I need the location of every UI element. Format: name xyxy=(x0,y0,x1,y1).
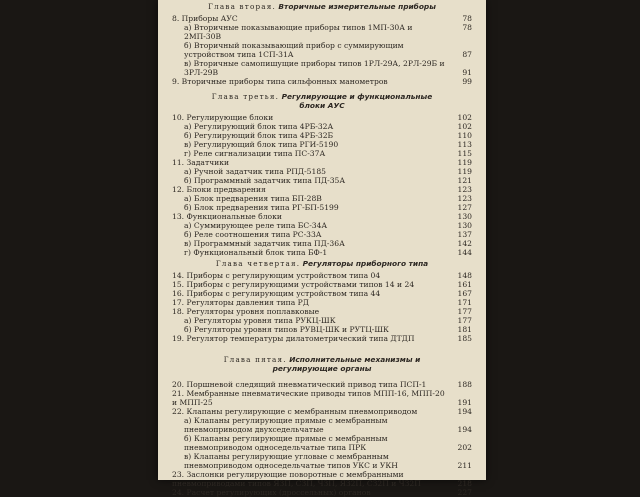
entry-text: 22. Клапаны регулирующие с мембранным пневмоприводом xyxy=(172,407,418,416)
toc-entry xyxy=(172,167,472,176)
entry-page: 115 xyxy=(457,149,472,158)
toc-entry xyxy=(172,122,472,131)
toc-entry xyxy=(172,131,472,140)
toc-entry xyxy=(172,280,472,289)
toc-entry xyxy=(172,185,472,194)
entry-text: г) Функциональный блок типа БФ-1 xyxy=(184,248,328,257)
chapter-title-line2: блоки АУС xyxy=(299,101,345,110)
entry-page: 148 xyxy=(457,271,472,280)
entry-text: а) Ручной задатчик типа РПД-5185 xyxy=(184,167,326,176)
chapter-label: Глава третья. xyxy=(211,92,280,101)
entry-text: 18. Регуляторы уровня поплавковые xyxy=(172,307,320,316)
entry-page: 127 xyxy=(457,203,472,212)
entry-text: в) Регулирующий блок типа РГИ-5190 xyxy=(184,140,339,149)
toc-entry xyxy=(172,203,472,212)
entry-page: 121 xyxy=(457,176,472,185)
entry-page: 177 xyxy=(457,316,472,325)
entry-text: 20. Поршневой следящий пневматический привод типа ПСП-1 xyxy=(172,380,427,389)
entry-page: 161 xyxy=(457,280,472,289)
entry-text: 9. Вторичные приборы типа сильфонных манометров xyxy=(172,77,388,86)
entry-page: 177 xyxy=(457,307,472,316)
toc-entry xyxy=(172,407,472,416)
entry-page: 130 xyxy=(457,212,472,221)
entry-text: б) Клапаны регулирующие прямые с мембранным пневмоприводом односедельчатые типа ПРК xyxy=(184,434,388,452)
entry-page: 171 xyxy=(457,298,472,307)
chapter-title: Регуляторы приборного типа xyxy=(302,259,429,268)
entry-text: г) Реле сигнализации типа ПС-37А xyxy=(184,149,326,158)
entry-page: 227 xyxy=(457,488,472,497)
entry-text: а) Регулирующий блок типа 4РБ-32А xyxy=(184,122,334,131)
entry-text: 16. Приборы с регулирующим устройством типа 44 xyxy=(172,289,381,298)
entry-text: 17. Регуляторы давления типа РД xyxy=(172,298,309,307)
chapter-title: Вторичные измерительные приборы xyxy=(278,2,436,11)
toc-entry xyxy=(172,389,472,407)
entry-page: 188 xyxy=(457,380,472,389)
chapter-items xyxy=(172,14,472,86)
toc-entry xyxy=(172,380,472,389)
entry-text: б) Регуляторы уровня типов РУВЦ-ШК и РУТЦ-ШК xyxy=(184,325,389,334)
toc-entry xyxy=(172,41,472,59)
entry-text: 15. Приборы с регулирующими устройствами типов 14 и 24 xyxy=(172,280,415,289)
chapter-heading xyxy=(172,92,472,110)
toc-entry xyxy=(172,325,472,334)
entry-text: 19. Регулятор температуры дилатометрический типа ДТДП xyxy=(172,334,415,343)
entry-text: в) Программный задатчик типа ПД-36А xyxy=(184,239,345,248)
entry-page: 144 xyxy=(457,248,472,257)
toc-entry xyxy=(172,416,472,434)
entry-page: 102 xyxy=(457,113,472,122)
chapter-label: Глава пятая. xyxy=(223,355,287,364)
entry-page: 123 xyxy=(457,194,472,203)
toc-entry xyxy=(172,77,472,86)
entry-page: 202 xyxy=(457,443,472,452)
entry-text: б) Программный задатчик типа ПД-35А xyxy=(184,176,346,185)
entry-page: 78 xyxy=(462,14,472,23)
chapter-title-line2: регулирующие органы xyxy=(272,364,372,373)
entry-page: 137 xyxy=(457,230,472,239)
entry-text: 11. Задатчики xyxy=(172,158,230,167)
toc-entry xyxy=(172,334,472,343)
chapter-items xyxy=(172,113,472,257)
entry-text: а) Суммирующее реле типа БС-34А xyxy=(184,221,328,230)
entry-page: 194 xyxy=(457,407,472,416)
entry-text: а) Блок предварения типа БП-28В xyxy=(184,194,322,203)
toc-entry xyxy=(172,488,472,497)
toc-entry xyxy=(172,271,472,280)
toc-entry xyxy=(172,212,472,221)
toc-entry xyxy=(172,113,472,122)
entry-page: 78 xyxy=(462,23,472,32)
entry-text: 23. Заслонки регулирующие поворотные с мембранными пневмоприводами типов ЯЗП, СЗП, ЧЗП, ЯЗ2П, СЗ2П и ЧЗ2П xyxy=(172,470,421,488)
entry-page: 119 xyxy=(457,167,472,176)
entry-page: 218 xyxy=(457,479,472,488)
entry-text: б) Блок предварения типа РГ-БП-5199 xyxy=(184,203,339,212)
entry-text: а) Регуляторы уровня типа РУКЦ-ШК xyxy=(184,316,336,325)
entry-page: 110 xyxy=(457,131,472,140)
chapter-heading xyxy=(172,2,472,11)
entry-page: 181 xyxy=(457,325,472,334)
entry-text: 21. Мембранные пневматические приводы типов МПП-16, МПП-20 и МПП-25 xyxy=(172,389,445,407)
toc-entry xyxy=(172,434,472,452)
toc-entry xyxy=(172,221,472,230)
entry-text: в) Клапаны регулирующие угловые с мембранным пневмоприводом односедельчатые типов УКС и УКН xyxy=(184,452,398,470)
entry-page: 91 xyxy=(462,68,472,77)
entry-page: 142 xyxy=(457,239,472,248)
chapter-items xyxy=(172,271,472,343)
toc-entry xyxy=(172,452,472,470)
chapter-items xyxy=(172,380,472,497)
toc-entry xyxy=(172,289,472,298)
toc-entry xyxy=(172,316,472,325)
toc-entry xyxy=(172,307,472,316)
toc-entry xyxy=(172,140,472,149)
entry-page: 113 xyxy=(457,140,472,149)
toc-entry xyxy=(172,248,472,257)
table-of-contents xyxy=(172,0,472,497)
entry-text: б) Регулирующий блок типа 4РБ-32Б xyxy=(184,131,334,140)
toc-entry xyxy=(172,470,472,488)
entry-text: 8. Приборы АУС xyxy=(172,14,238,23)
chapter-label: Глава вторая. xyxy=(208,2,276,11)
entry-page: 99 xyxy=(462,77,472,86)
toc-entry xyxy=(172,158,472,167)
toc-entry xyxy=(172,298,472,307)
toc-entry xyxy=(172,23,472,41)
entry-text: а) Вторичные показывающие приборы типов 1МП-30А и 2МП-30В xyxy=(184,23,413,41)
entry-page: 119 xyxy=(457,158,472,167)
entry-page: 102 xyxy=(457,122,472,131)
entry-text: б) Вторичный показывающий прибор с суммирующим устройством типа 1СП-31А xyxy=(184,41,404,59)
entry-text: 10. Регулирующие блоки xyxy=(172,113,274,122)
entry-page: 211 xyxy=(457,461,472,470)
chapter-heading xyxy=(172,355,472,373)
entry-text: 24. Расчет регулирующих (дроссельных) органов xyxy=(172,488,371,497)
entry-page: 123 xyxy=(457,185,472,194)
entry-text: 13. Функциональные блоки xyxy=(172,212,282,221)
toc-entry xyxy=(172,194,472,203)
entry-text: а) Клапаны регулирующие прямые с мембранным пневмоприводом двухседельчатые xyxy=(184,416,388,434)
toc-entry xyxy=(172,176,472,185)
book-page xyxy=(158,0,486,497)
chapter-heading xyxy=(172,259,472,268)
entry-page: 191 xyxy=(457,398,472,407)
entry-page: 130 xyxy=(457,221,472,230)
toc-entry xyxy=(172,59,472,77)
entry-text: 14. Приборы с регулирующим устройством типа 04 xyxy=(172,271,381,280)
chapter-label: Глава четвертая. xyxy=(215,259,301,268)
entry-page: 167 xyxy=(457,289,472,298)
entry-page: 87 xyxy=(462,50,472,59)
entry-text: в) Вторичные самопишущие приборы типов 1РЛ-29А, 2РЛ-29Б и 3РЛ-29В xyxy=(184,59,445,77)
chapter-title: Исполнительные механизмы и xyxy=(289,355,421,364)
entry-text: 12. Блоки предварения xyxy=(172,185,266,194)
toc-entry xyxy=(172,149,472,158)
entry-page: 185 xyxy=(457,334,472,343)
chapter-title: Регулирующие и функциональные xyxy=(281,92,433,101)
toc-entry xyxy=(172,14,472,23)
toc-entry xyxy=(172,230,472,239)
toc-entry xyxy=(172,239,472,248)
entry-page: 194 xyxy=(457,425,472,434)
entry-text: б) Реле соотношения типа РС-33А xyxy=(184,230,322,239)
